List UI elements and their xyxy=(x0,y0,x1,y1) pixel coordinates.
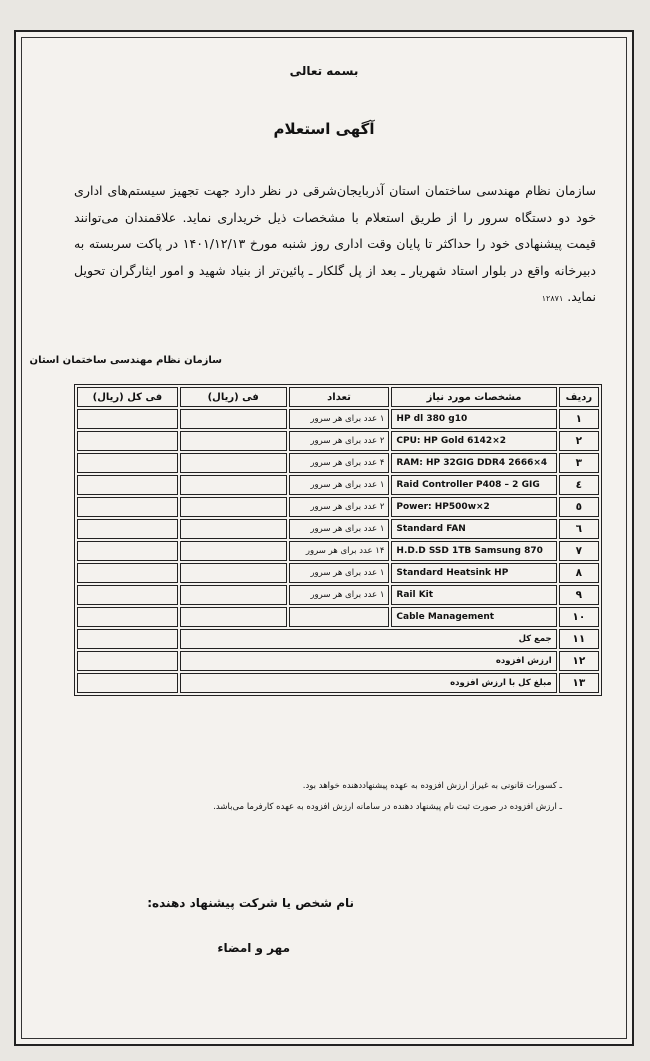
row-total-price xyxy=(77,607,178,627)
table-row xyxy=(77,541,599,561)
announcement-text: سازمان نظام مهندسی ساختمان استان آذربایجان‌شرقی در نظر دارد جهت تجهیز سیستم‌های اداری خود دو دستگاه سرور را از طریق استعلام با مشخصات ذیل خریداری نماید. علاقمندان می‌توانند قیمت پیشنهادی خود را حداکثر تا پایان وقت اداری روز شنبه مورخ ۱۴۰۱/۱۲/۱۳ در پاکت سربسته به دبیرخانه واقع در بلوار استاد شهریار ـ بعد از پل گلکار ـ پائین‌تر از بنیاد شهید و امور ایثارگران تحویل نماید. xyxy=(74,183,596,304)
row-unit-price xyxy=(180,431,287,451)
summary-value xyxy=(77,629,178,649)
summary-label: مبلغ کل با ارزش افزوده xyxy=(180,673,557,693)
header-spec: مشخصات مورد نیاز xyxy=(391,387,556,407)
table-row xyxy=(77,453,599,473)
row-quantity: ۱ عدد برای هر سرور xyxy=(289,475,390,495)
row-spec: Power: HP500w×2 xyxy=(391,497,556,517)
row-unit-price xyxy=(180,607,287,627)
row-number: ۱ xyxy=(559,409,599,429)
row-total-price xyxy=(77,453,178,473)
row-number: ٥ xyxy=(559,497,599,517)
notes-section xyxy=(62,776,562,818)
row-spec: Standard FAN xyxy=(391,519,556,539)
row-quantity: ۱ عدد برای هر سرور xyxy=(289,409,390,429)
summary-label: جمع کل xyxy=(180,629,557,649)
row-number: ۳ xyxy=(559,453,599,473)
header-total-price: فی کل (ریال) xyxy=(77,387,178,407)
row-unit-price xyxy=(180,497,287,517)
row-number: ٦ xyxy=(559,519,599,539)
row-unit-price xyxy=(180,541,287,561)
table-header-row xyxy=(77,387,599,407)
row-unit-price xyxy=(180,585,287,605)
row-spec: HP dl 380 g10 xyxy=(391,409,556,429)
row-total-price xyxy=(77,409,178,429)
header-row-number: ردیف xyxy=(559,387,599,407)
header-unit-price: فی (ریال) xyxy=(180,387,287,407)
row-spec: Standard Heatsink HP xyxy=(391,563,556,583)
row-total-price xyxy=(77,585,178,605)
document-inner-border xyxy=(21,37,627,1039)
row-number: ۱۱ xyxy=(559,629,599,649)
table-row xyxy=(77,607,599,627)
row-spec: RAM: HP 32GIG DDR4 2666×4 xyxy=(391,453,556,473)
row-quantity: ۲ عدد برای هر سرور xyxy=(289,497,390,517)
row-number: ۱۳ xyxy=(559,673,599,693)
row-number: ٤ xyxy=(559,475,599,495)
row-number: ۸ xyxy=(559,563,599,583)
table-row xyxy=(77,475,599,495)
row-total-price xyxy=(77,519,178,539)
row-total-price xyxy=(77,431,178,451)
row-spec: Cable Management xyxy=(391,607,556,627)
row-total-price xyxy=(77,541,178,561)
announcement-paragraph xyxy=(74,178,596,313)
specification-table xyxy=(74,384,602,696)
table-row xyxy=(77,563,599,583)
table-row xyxy=(77,519,599,539)
table-row xyxy=(77,431,599,451)
summary-row xyxy=(77,673,599,693)
row-quantity xyxy=(289,607,390,627)
row-unit-price xyxy=(180,453,287,473)
row-quantity: ۴ عدد برای هر سرور xyxy=(289,453,390,473)
row-quantity: ۱ عدد برای هر سرور xyxy=(289,585,390,605)
row-unit-price xyxy=(180,409,287,429)
table-row xyxy=(77,497,599,517)
note-item: ـ کسورات قانونی به غیراز ارزش افزوده به عهده پیشنهاددهنده خواهد بود. xyxy=(302,781,562,791)
header-quantity: تعداد xyxy=(289,387,390,407)
row-total-price xyxy=(77,563,178,583)
row-spec: H.D.D SSD 1TB Samsung 870 xyxy=(391,541,556,561)
row-quantity: ۱ عدد برای هر سرور xyxy=(289,519,390,539)
row-number: ۹ xyxy=(559,585,599,605)
reference-code: ۱۲۸۷۱ xyxy=(541,294,564,303)
row-spec: CPU: HP Gold 6142×2 xyxy=(391,431,556,451)
note-item: ـ ارزش افزوده در صورت ثبت نام پیشنهاد دهنده در سامانه ارزش افزوده به عهده کارفرما می‌باشد. xyxy=(213,802,562,812)
page-title: آگهی استعلام xyxy=(273,120,375,138)
summary-label: ارزش افزوده xyxy=(180,651,557,671)
row-unit-price xyxy=(180,563,287,583)
row-number: ۷ xyxy=(559,541,599,561)
bismillah-heading: بسمه تعالی xyxy=(289,64,359,78)
summary-row xyxy=(77,651,599,671)
row-quantity: ۱ عدد برای هر سرور xyxy=(289,563,390,583)
table-row xyxy=(77,585,599,605)
document-border xyxy=(14,30,634,1046)
row-quantity: ۱۴ عدد برای هر سرور xyxy=(289,541,390,561)
summary-value xyxy=(77,673,178,693)
bidder-name-label: نام شخص یا شرکت پیشنهاد دهنده: xyxy=(147,896,354,910)
row-number: ۱۰ xyxy=(559,607,599,627)
summary-row xyxy=(77,629,599,649)
stamp-signature-label: مهر و امضاء xyxy=(217,941,290,955)
row-total-price xyxy=(77,497,178,517)
row-number: ۲ xyxy=(559,431,599,451)
summary-value xyxy=(77,651,178,671)
row-number: ۱۲ xyxy=(559,651,599,671)
row-unit-price xyxy=(180,475,287,495)
row-total-price xyxy=(77,475,178,495)
table-row xyxy=(77,409,599,429)
row-spec: Rail Kit xyxy=(391,585,556,605)
row-quantity: ۲ عدد برای هر سرور xyxy=(289,431,390,451)
organization-label: سازمان نظام مهندسی ساختمان استان xyxy=(29,355,222,366)
row-spec: Raid Controller P408 – 2 GIG xyxy=(391,475,556,495)
row-unit-price xyxy=(180,519,287,539)
